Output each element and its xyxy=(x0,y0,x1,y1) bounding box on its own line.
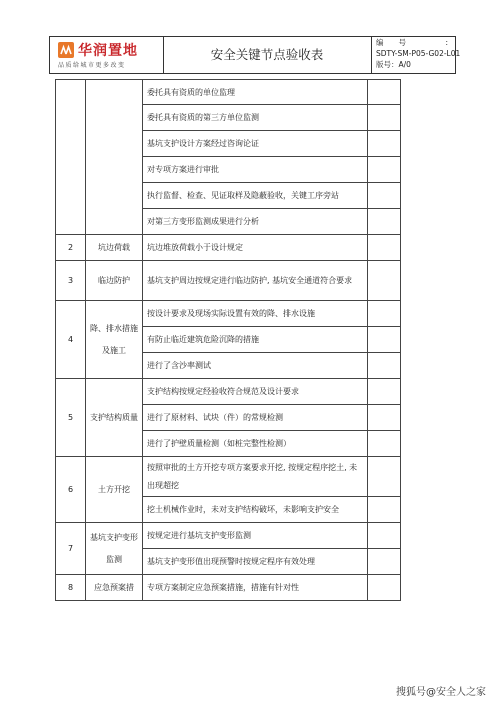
check-item: 土方开挖 xyxy=(86,457,143,523)
check-item: 坑边荷载 xyxy=(86,235,143,261)
document-code: SDTY-SM-P05-G02-L01 xyxy=(376,49,461,58)
result-cell[interactable] xyxy=(368,431,401,457)
check-content: 对第三方变形监测成果进行分析 xyxy=(143,209,368,235)
result-cell[interactable] xyxy=(368,157,401,183)
check-item xyxy=(86,80,143,235)
table-row xyxy=(56,301,401,327)
document-header xyxy=(49,36,461,74)
check-content: 进行了原材料、试块（件）的常规检测 xyxy=(143,405,368,431)
result-cell[interactable] xyxy=(368,379,401,405)
check-content: 按照审批的土方开挖专项方案要求开挖, 按规定程序挖土, 未出现超挖 xyxy=(143,457,368,497)
check-content: 专项方案制定应急预案措施，措施有针对性 xyxy=(143,575,368,601)
result-cell[interactable] xyxy=(368,405,401,431)
logo xyxy=(50,37,164,73)
row-number: 5 xyxy=(56,379,86,457)
row-number: 7 xyxy=(56,523,86,575)
check-content: 支护结构按规定经验收符合规范及设计要求 xyxy=(143,379,368,405)
check-content: 委托具有资质的单位监理 xyxy=(143,80,368,105)
code-colon: : xyxy=(445,38,448,47)
page-title: 安全关键节点验收表 xyxy=(163,37,372,73)
logo-mark-icon xyxy=(58,42,74,58)
result-cell[interactable] xyxy=(368,457,401,497)
result-cell[interactable] xyxy=(368,131,401,157)
check-content: 挖土机械作业时，未对支护结构破坏，未影响支护安全 xyxy=(143,497,368,523)
check-content: 委托具有资质的第三方单位监测 xyxy=(143,105,368,131)
code-label: 编 号 xyxy=(376,38,406,47)
check-content: 坑边堆放荷载小于设计规定 xyxy=(143,235,368,261)
result-cell[interactable] xyxy=(368,80,401,105)
result-cell[interactable] xyxy=(368,575,401,601)
result-cell[interactable] xyxy=(368,549,401,575)
result-cell[interactable] xyxy=(368,497,401,523)
table-row xyxy=(56,523,401,549)
row-number: 2 xyxy=(56,235,86,261)
table-row xyxy=(56,457,401,497)
table-row xyxy=(56,261,401,301)
result-cell[interactable] xyxy=(368,261,401,301)
row-number xyxy=(56,80,86,235)
document-meta xyxy=(372,37,461,73)
logo-name: 华润置地 xyxy=(78,43,138,59)
check-content: 基坑支护周边按规定进行临边防护, 基坑安全通道符合要求 xyxy=(143,261,368,301)
row-number: 6 xyxy=(56,457,86,523)
row-number: 4 xyxy=(56,301,86,379)
check-item: 降、排水措施及施工 xyxy=(86,301,143,379)
check-content: 按规定进行基坑支护变形监测 xyxy=(143,523,368,549)
check-content: 执行监督、检查、见证取样及隐蔽验收，关键工序旁站 xyxy=(143,183,368,209)
result-cell[interactable] xyxy=(368,523,401,549)
check-content: 对专项方案进行审批 xyxy=(143,157,368,183)
result-cell[interactable] xyxy=(368,327,401,353)
table-row xyxy=(56,575,401,601)
logo-slogan: 品质给城市更多改变 xyxy=(58,62,126,69)
check-item: 基坑支护变形监测 xyxy=(86,523,143,575)
check-content: 基坑支护设计方案经过咨询论证 xyxy=(143,131,368,157)
acceptance-table xyxy=(55,79,401,601)
table-row xyxy=(56,80,401,105)
row-number: 3 xyxy=(56,261,86,301)
result-cell[interactable] xyxy=(368,183,401,209)
table-row xyxy=(56,235,401,261)
result-cell[interactable] xyxy=(368,209,401,235)
document-version: 版号：A/0 xyxy=(376,60,411,69)
result-cell[interactable] xyxy=(368,353,401,379)
check-item: 支护结构质量 xyxy=(86,379,143,457)
check-content: 进行了护壁质量检测（如桩完整性检测） xyxy=(143,431,368,457)
check-content: 基坑支护变形值出现预警时按规定程序有效处理 xyxy=(143,549,368,575)
result-cell[interactable] xyxy=(368,301,401,327)
check-item: 临边防护 xyxy=(86,261,143,301)
table-row xyxy=(56,379,401,405)
check-content: 按设计要求及现场实际设置有效的降、排水设施 xyxy=(143,301,368,327)
check-content: 进行了含沙率测试 xyxy=(143,353,368,379)
row-number: 8 xyxy=(56,575,86,601)
result-cell[interactable] xyxy=(368,105,401,131)
result-cell[interactable] xyxy=(368,235,401,261)
check-item: 应急预案措 xyxy=(86,575,143,601)
check-content: 有防止临近建筑危险沉降的措施 xyxy=(143,327,368,353)
watermark: 搜狐号@安全人之家 xyxy=(396,687,486,698)
